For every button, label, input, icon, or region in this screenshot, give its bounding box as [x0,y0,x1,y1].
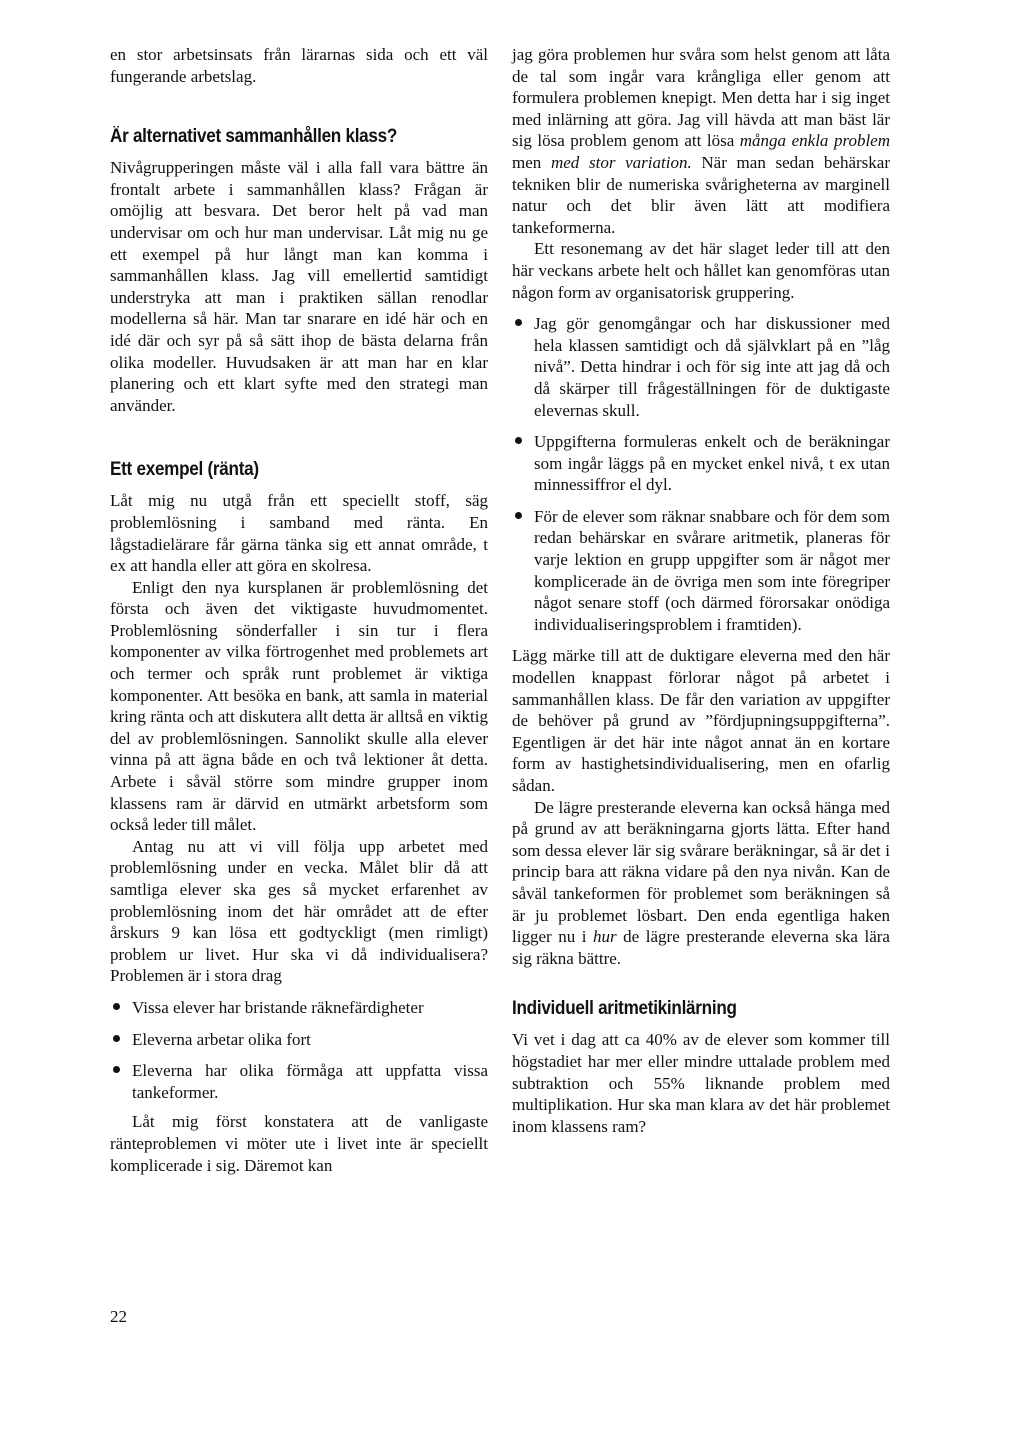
list-item-text: Jag gör genomgångar och har diskussioner med hela klassen samtidigt och då självklart på en ”låg nivå”. Detta hindrar i och för sig inte att jag då och då skärper till frågeställningen för de duktigaste elevernas skull. [534,314,890,420]
list-item [110,997,488,1019]
body-paragraph [512,797,890,970]
text-run: jag göra problemen hur svåra som helst genom att låta de tal som ingår vara krångliga eller genom att formulera problemen knepigt. Men detta har i sig inget med inlärning att göra. Jag vill hävda att man bäst lär sig lösa problem genom att lösa [512,45,890,151]
bullet-icon [113,1035,120,1042]
right-column [512,44,890,1137]
list-item-text: Eleverna har olika förmåga att uppfatta vissa tankeformer. [132,1061,488,1102]
emphasis-text: hur [593,927,617,947]
list-item [512,313,890,421]
bullet-list [512,313,890,635]
body-paragraph: Nivågrupperingen måste väl i alla fall vara bättre än frontalt arbete i sammanhållen klass? Frågan är omöjlig att besvara. Det beror helt på vad man undervisar om och hur man undervisar. Låt mig nu ge ett exempel på hur långt man kan komma i sammanhållen klass. Jag vill emellertid samtidigt understryka att man i praktiken sällan renodlar modellerna så här. Man tar snarare en idé här och en idé där och syr på så sätt ihop de bästa delarna från olika modeller. Huvudsaken är att man har en klar planering och ett klart syfte med den strategi man använder. [110,158,488,415]
section-heading: Är alternativet sammanhållen klass? [110,126,398,148]
bullet-icon [113,1003,120,1010]
list-item-text: Eleverna arbetar olika fort [132,1029,311,1049]
list-item-text: Uppgifterna formuleras enkelt och de beräkningar som ingår läggs på en mycket enkel nivå, t ex utan minnessiffror el dyl. [534,432,890,495]
bullet-icon [515,319,522,326]
body-paragraph: Antag nu att vi vill följa upp arbetet med problemlösning under en vecka. Målet blir då att samtliga elever ska ges så mycket erfarenhet av problemlösning inom det här området att de efter årskurs 9 kan lösa ett godtyckligt (men rimligt) problem ur livet. Hur ska vi då individualisera? Problemen är i stora drag [110,836,488,986]
list-item-text: Vissa elever har bristande räknefärdigheter [132,997,424,1017]
body-paragraph: Lägg märke till att de duktigare eleverna med den här modellen knappast förlorar något på arbetet i sammanhållen klass. De får den variation av uppgifter de behöver på grund av ”fördjupningsuppgifterna”. Egentligen är det här inte något annat än en kortare form av hastighetsindividualisering, men en ofarlig sådan. [512,646,890,795]
section-heading: Individuell aritmetikinlärning [512,998,737,1020]
body-paragraph: Ett resonemang av det här slaget leder till att den här veckans arbete helt och hållet kan genomföras utan någon form av organisatorisk gruppering. [512,239,890,302]
emphasis-text: med stor variation. [550,152,692,172]
bullet-icon [515,437,522,444]
text-run: men [512,152,551,172]
text-run: De lägre presterande eleverna kan också hänga med på grund av att beräkningarna gjorts lätta. Efter hand som dessa elever lär sig svårare beräkningar, så är det i princip bara att räkna vidare på den nya nivån. Kan de såväl tankeformen för problemet som beräkningen så är ju problemet lösbart. Den enda egentliga haken ligger nu i [512,797,890,947]
left-column [110,44,488,1176]
body-paragraph: Enligt den nya kursplanen är problemlösning det första och även det viktigaste huvudmomentet. Problemlösning sönderfaller i sin tur i flera komponenter av vilka förtrogenhet med problemets art och termer och språk runt problemet är viktiga komponenter. Att besöka en bank, att samla in material kring ränta och att diskutera allt detta är alltså en viktig del av problemlösningen. Sannolikt skulle alla elever vinna på att ägna både en och två lektioner åt detta. Arbete i såväl större som mindre grupper inom klassens ram är därvid en utmärkt arbetsform som också leder till målet. [110,577,488,835]
list-item-text: För de elever som räknar snabbare och för dem som redan behärskar en svårare aritmetik, planeras för varje lektion en grupp uppgifter som är något mer komplicerade än de övriga men som inte föregriper något senare stoff (och därmed förorsakar onödiga individualiseringsproblem i framtiden). [534,506,890,634]
list-item [512,506,890,636]
emphasis-text: många enkla problem [739,131,890,151]
body-paragraph: Låt mig först konstatera att de vanligaste ränteproblemen vi möter ute i livet inte är speciellt komplicerade i sig. Däremot kan [110,1112,488,1175]
body-paragraph: Låt mig nu utgå från ett speciellt stoff, säg problemlösning i samband med ränta. En lågstadielärare får gärna tänka sig ett annat område, t ex att handla eller att göra en skolresa. [110,491,488,576]
body-paragraph [512,44,890,238]
section-heading: Ett exempel (ränta) [110,459,259,481]
body-paragraph: Vi vet i dag att ca 40% av de elever som kommer till högstadiet har mer eller mindre uttalade problem med subtraktion och 55% liknande problem med multiplikation. Hur ska man klara av det här problemet inom klassens ram? [512,1030,890,1136]
list-item [512,431,890,496]
page-number: 22 [110,1307,127,1326]
list-item [110,1060,488,1103]
text-run: När man sedan behärskar tekniken blir de numeriska svårigheterna av marginell natur och det blir även lätt att modifiera tankeformerna. [512,152,890,237]
list-item [110,1029,488,1051]
intro-paragraph: en stor arbetsinsats från lärarnas sida och ett väl fungerande arbetslag. [110,45,488,86]
bullet-icon [515,512,522,519]
bullet-icon [113,1066,120,1073]
text-run: de lägre presterande eleverna ska lära sig räkna bättre. [512,927,890,968]
bullet-list [110,997,488,1103]
